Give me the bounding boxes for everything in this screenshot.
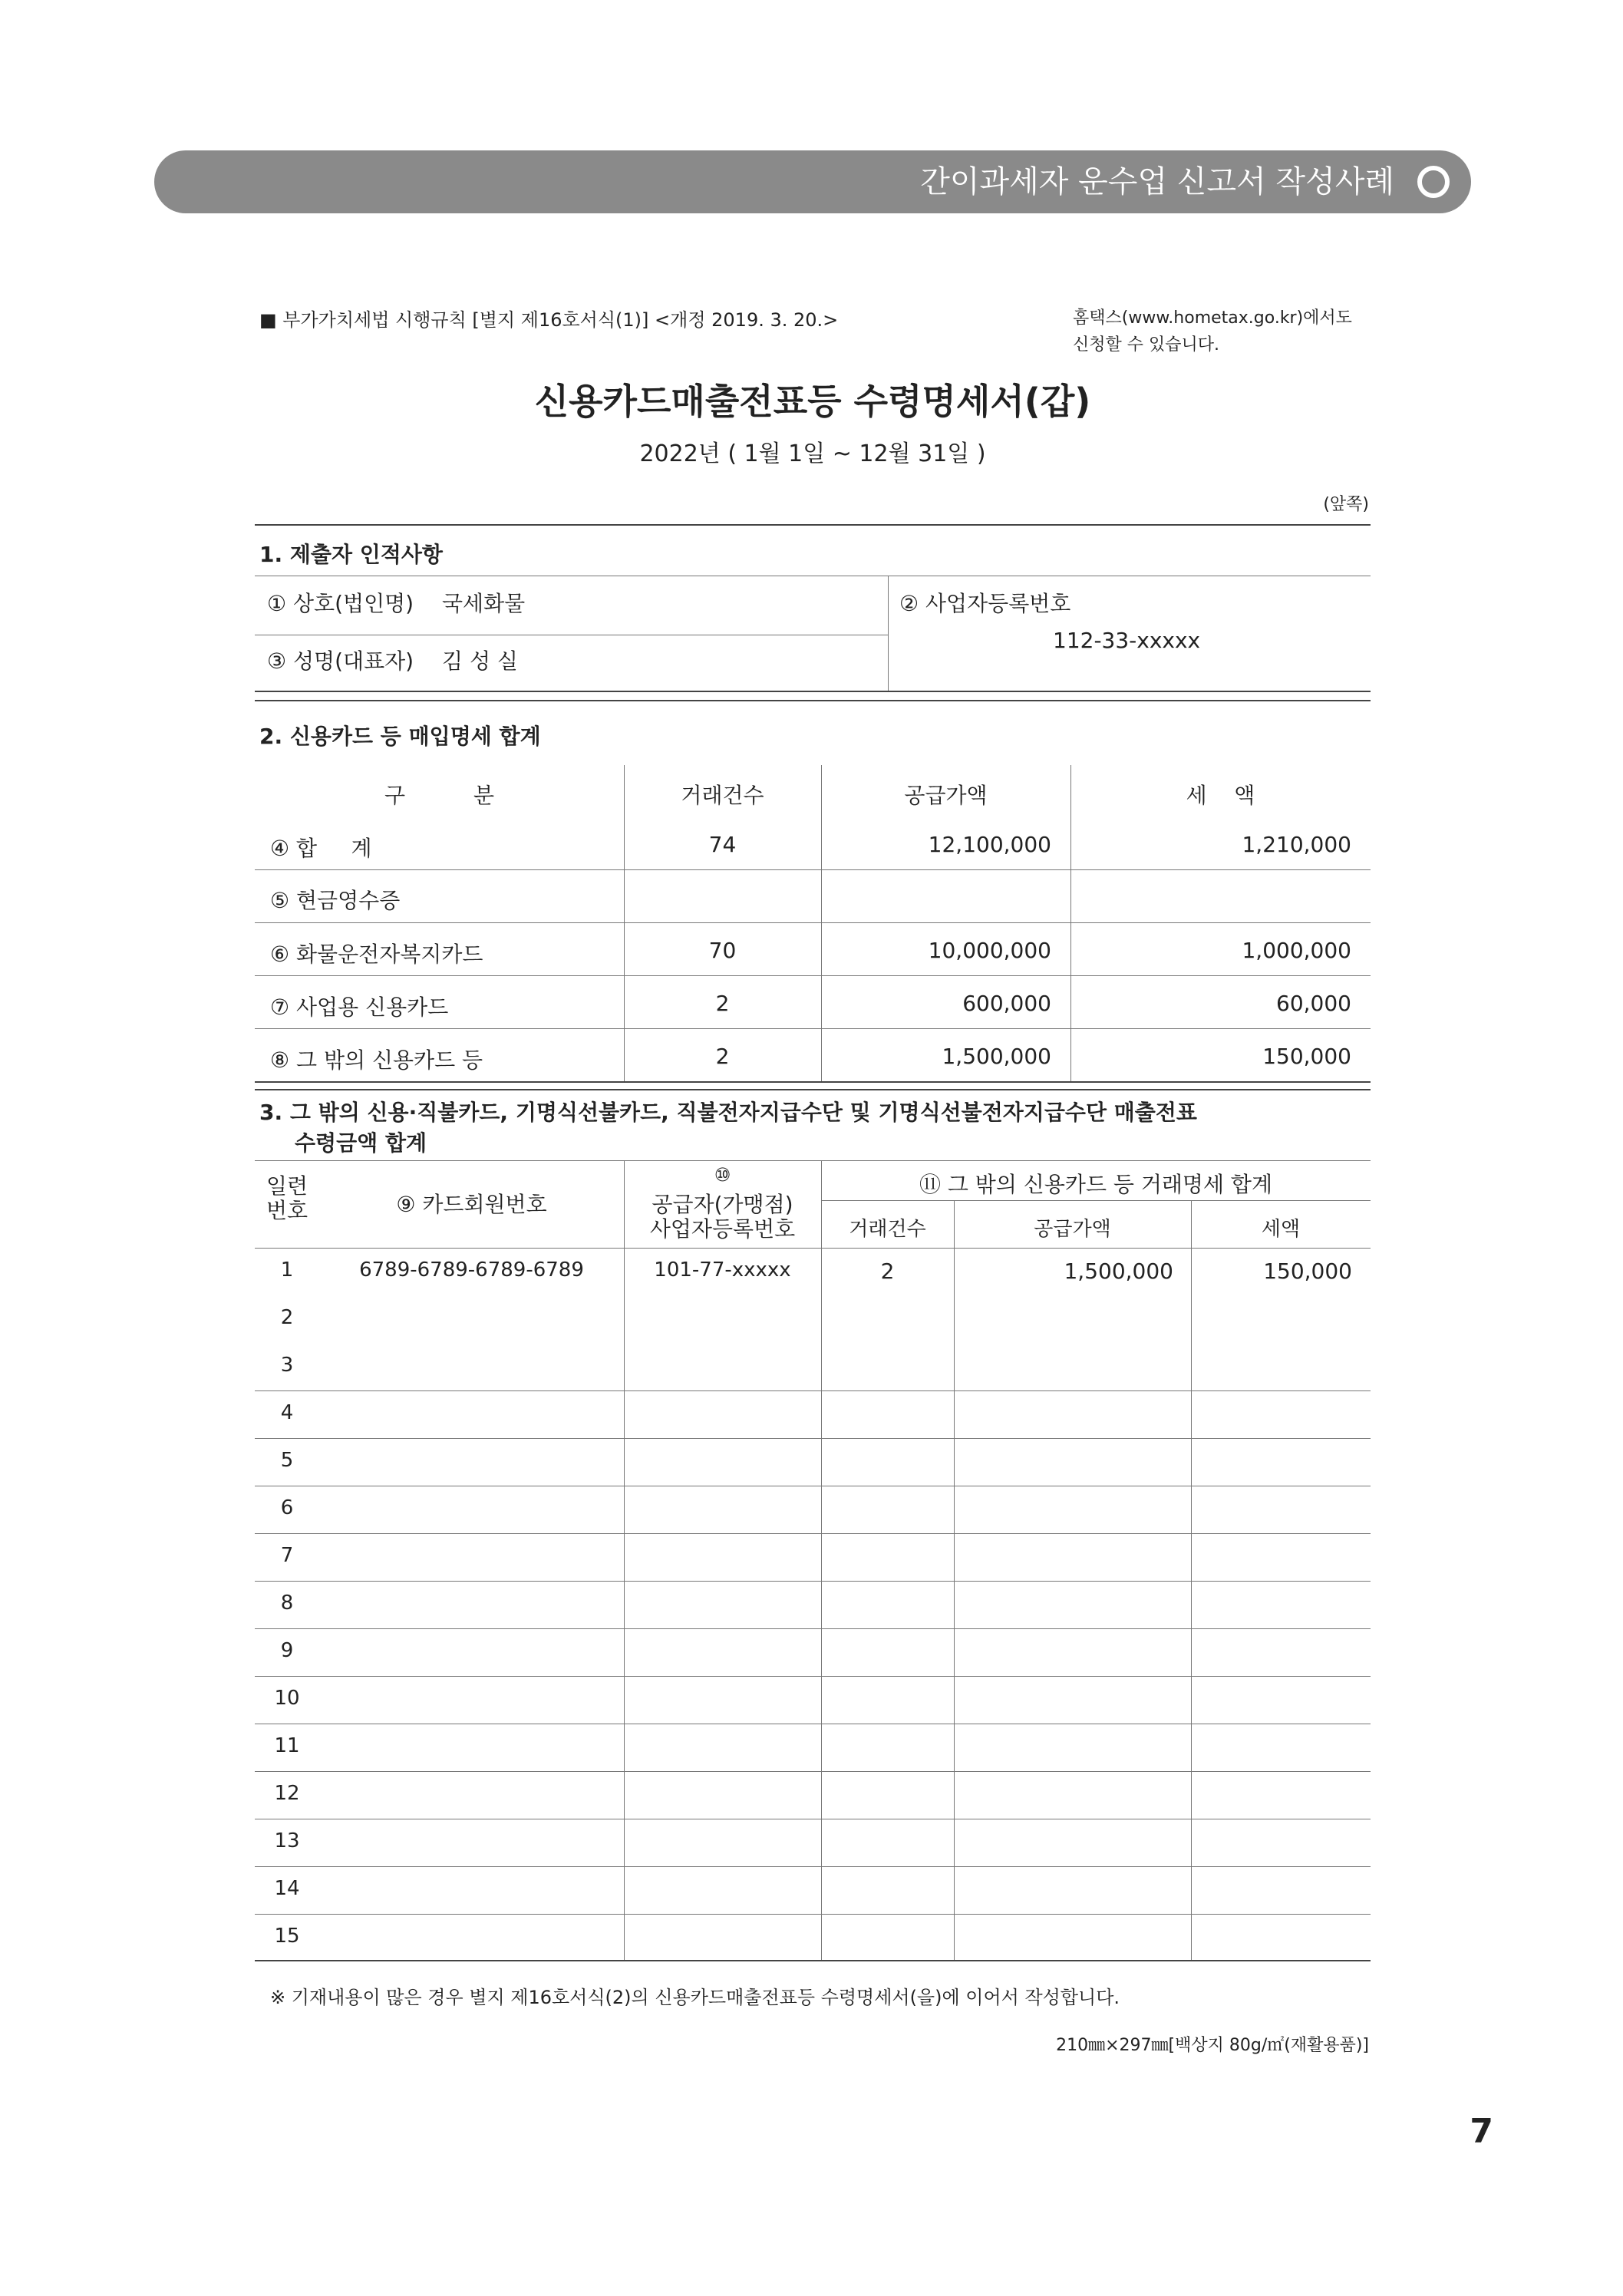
s3-row-no: 10 — [274, 1687, 300, 1710]
section1-heading: 1. 제출자 인적사항 — [259, 542, 443, 567]
s2-row-label: ⑥ 화물운전자복지카드 — [270, 942, 483, 967]
s3-row-no: 3 — [280, 1354, 294, 1377]
s2-row-tax: 1,000,000 — [1242, 938, 1351, 963]
s3-row-supply: 1,500,000 — [1064, 1259, 1173, 1284]
hometax-note-line2: 신청할 수 있습니다. — [1073, 335, 1219, 355]
s3-header-count: 거래건수 — [849, 1218, 926, 1241]
page-number: 7 — [1470, 2112, 1493, 2151]
s3-row-no: 15 — [274, 1925, 300, 1948]
period: 2022년 ( 1월 1일 ~ 12월 31일 ) — [639, 440, 986, 467]
s3-row-no: 7 — [280, 1544, 294, 1567]
s2-row-supply: 10,000,000 — [928, 938, 1051, 963]
bizno-label: ② 사업자등록번호 — [899, 591, 1071, 616]
s2-header-tax: 세 액 — [1186, 783, 1255, 808]
s3-header-serial-2: 번호 — [266, 1198, 308, 1223]
s2-row-count: 74 — [708, 832, 737, 857]
s3-row-no: 8 — [280, 1592, 294, 1615]
form-rule-reference: ■ 부가가치세법 시행규칙 [별지 제16호서식(1)] <개정 2019. 3. 20.> — [259, 309, 839, 331]
s2-row-supply: 1,500,000 — [942, 1044, 1051, 1069]
name-value: 김 성 실 — [442, 648, 518, 674]
circle-icon — [1417, 166, 1450, 198]
s2-row-supply: 600,000 — [962, 991, 1051, 1016]
s3-row-tax: 150,000 — [1263, 1259, 1352, 1284]
s2-header-category: 구 분 — [384, 783, 495, 808]
header-banner — [154, 150, 1471, 213]
s3-row-no: 11 — [274, 1734, 300, 1757]
s2-row-tax: 150,000 — [1262, 1044, 1351, 1069]
s3-row-no: 1 — [280, 1259, 294, 1282]
bizno-value: 112-33-xxxxx — [1053, 628, 1201, 653]
hometax-note-line1: 홈택스(www.hometax.go.kr)에서도 — [1073, 308, 1352, 328]
s3-row-no: 12 — [274, 1782, 300, 1805]
front-side-note: (앞쪽) — [1323, 495, 1369, 514]
section3-heading-line1: 3. 그 밖의 신용·직불카드, 기명식선불카드, 직불전자지급수단 및 기명식선불전자지급수단 매출전표 — [259, 1100, 1197, 1125]
s2-row-label: ⑧ 그 밖의 신용카드 등 — [270, 1047, 483, 1073]
company-label: ① 상호(법인명) — [267, 591, 414, 616]
banner-title: 간이과세자 운수업 신고서 작성사례 — [920, 164, 1394, 200]
s2-row-tax: 60,000 — [1276, 991, 1351, 1016]
s3-header-card: ⑨ 카드회원번호 — [396, 1192, 547, 1217]
s3-row-no: 4 — [280, 1401, 294, 1424]
s3-row-no: 2 — [280, 1306, 294, 1329]
company-value: 국세화물 — [442, 591, 526, 616]
s3-header-tax: 세액 — [1261, 1218, 1301, 1241]
footnote: ※ 기재내용이 많은 경우 별지 제16호서식(2)의 신용카드매출전표등 수령명세서(을)에 이어서 작성합니다. — [270, 1987, 1120, 2008]
s3-header-supplier-2: 사업자등록번호 — [649, 1216, 796, 1242]
s2-row-label: ⑦ 사업용 신용카드 — [270, 995, 449, 1020]
s3-row-no: 13 — [274, 1829, 300, 1852]
form-title: 신용카드매출전표등 수령명세서(갑) — [534, 381, 1091, 422]
s3-row-no: 14 — [274, 1877, 300, 1900]
s2-row-count: 70 — [708, 938, 737, 963]
s2-row-count: 2 — [715, 1044, 730, 1069]
s2-header-supply: 공급가액 — [904, 783, 988, 808]
s2-row-label: ⑤ 현금영수증 — [270, 888, 401, 913]
s2-row-tax: 1,210,000 — [1242, 832, 1351, 857]
s3-row-no: 6 — [280, 1496, 294, 1519]
s3-row-no: 9 — [280, 1639, 294, 1662]
s3-header-supplier-1: 공급자(가맹점) — [652, 1192, 793, 1217]
s2-header-count: 거래건수 — [681, 783, 764, 808]
name-label: ③ 성명(대표자) — [267, 648, 414, 674]
s2-row-count: 2 — [715, 991, 730, 1016]
s3-row-count: 2 — [880, 1259, 895, 1284]
section2-heading: 2. 신용카드 등 매입명세 합계 — [259, 724, 541, 749]
s2-row-supply: 12,100,000 — [928, 832, 1051, 857]
s3-header-supply: 공급가액 — [1034, 1218, 1111, 1241]
s3-row-card: 6789-6789-6789-6789 — [359, 1259, 584, 1282]
s3-row-no: 5 — [280, 1449, 294, 1472]
s3-header-supplier-num: ⑩ — [714, 1164, 731, 1186]
s3-header-serial-1: 일련 — [266, 1173, 308, 1199]
section3-heading-line2: 수령금액 합계 — [295, 1130, 427, 1156]
s3-header-group: ⑪ 그 밖의 신용카드 등 거래명세 합계 — [919, 1172, 1273, 1197]
s3-row-supplier: 101-77-xxxxx — [654, 1259, 791, 1282]
s2-row-label: ④ 합 계 — [270, 836, 372, 861]
paper-spec: 210㎜×297㎜[백상지 80g/㎡(재활용품)] — [1056, 2036, 1369, 2055]
